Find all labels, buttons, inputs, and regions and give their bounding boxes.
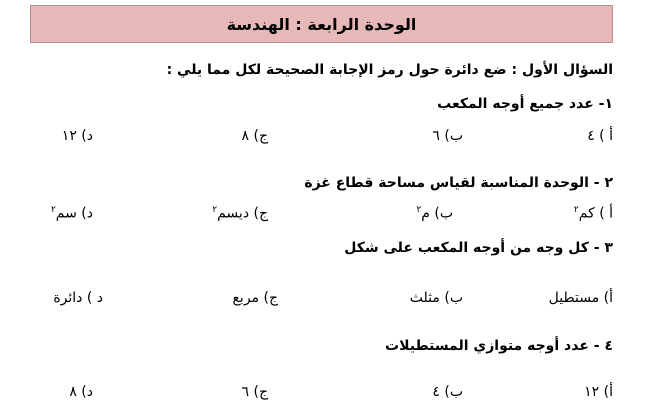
question-3-options bbox=[30, 290, 613, 314]
question-2-option-d[interactable]: د) سم$^٢$ bbox=[50, 205, 93, 222]
question-3-option-a[interactable]: أ) مستطيل bbox=[548, 290, 613, 306]
question-2-option-b[interactable]: ب) م$^٢$ bbox=[416, 205, 453, 222]
question-4-text: ٤ - عدد أوجه متوازي المستطيلات bbox=[385, 338, 613, 354]
question-4-option-c[interactable]: ج) ٦ bbox=[241, 384, 268, 400]
question-3-option-b[interactable]: ب) مثلث bbox=[409, 290, 463, 306]
unit-title-banner bbox=[30, 5, 613, 43]
question-4-option-b[interactable]: ب) ٤ bbox=[432, 384, 463, 400]
question-1-option-d[interactable]: د) ١٢ bbox=[61, 128, 93, 144]
question-4-option-d[interactable]: د) ٨ bbox=[69, 384, 93, 400]
question-3-text: ٣ - كل وجه من أوجه المكعب على شكل bbox=[344, 240, 613, 256]
question-2-options bbox=[30, 205, 613, 229]
unit-title: الوحدة الرابعة : الهندسة bbox=[226, 14, 417, 34]
question-4-option-a[interactable]: أ) ١٢ bbox=[584, 384, 613, 400]
question-1-options bbox=[30, 128, 613, 152]
question-3-option-c[interactable]: ج) مربع bbox=[232, 290, 278, 306]
question-1-option-c[interactable]: ج) ٨ bbox=[241, 128, 268, 144]
question-2-option-c[interactable]: ج) ديسم$^٢$ bbox=[212, 205, 268, 222]
instruction-text: السؤال الأول : ضع دائرة حول رمز الإجابة الصحيحة لكل مما يلي : bbox=[166, 62, 613, 78]
question-2-option-a[interactable]: أ ) كم$^٢$ bbox=[573, 205, 613, 222]
question-4-options bbox=[30, 384, 613, 408]
question-1-option-b[interactable]: ب) ٦ bbox=[432, 128, 463, 144]
question-3-option-d[interactable]: د ) دائرة bbox=[53, 290, 103, 306]
question-1-option-a[interactable]: أ ) ٤ bbox=[587, 128, 613, 144]
question-2-text: ٢ - الوحدة المناسبة لقياس مساحة قطاع غزة bbox=[304, 175, 613, 191]
question-1-text: ١- عدد جميع أوجه المكعب bbox=[437, 96, 613, 112]
